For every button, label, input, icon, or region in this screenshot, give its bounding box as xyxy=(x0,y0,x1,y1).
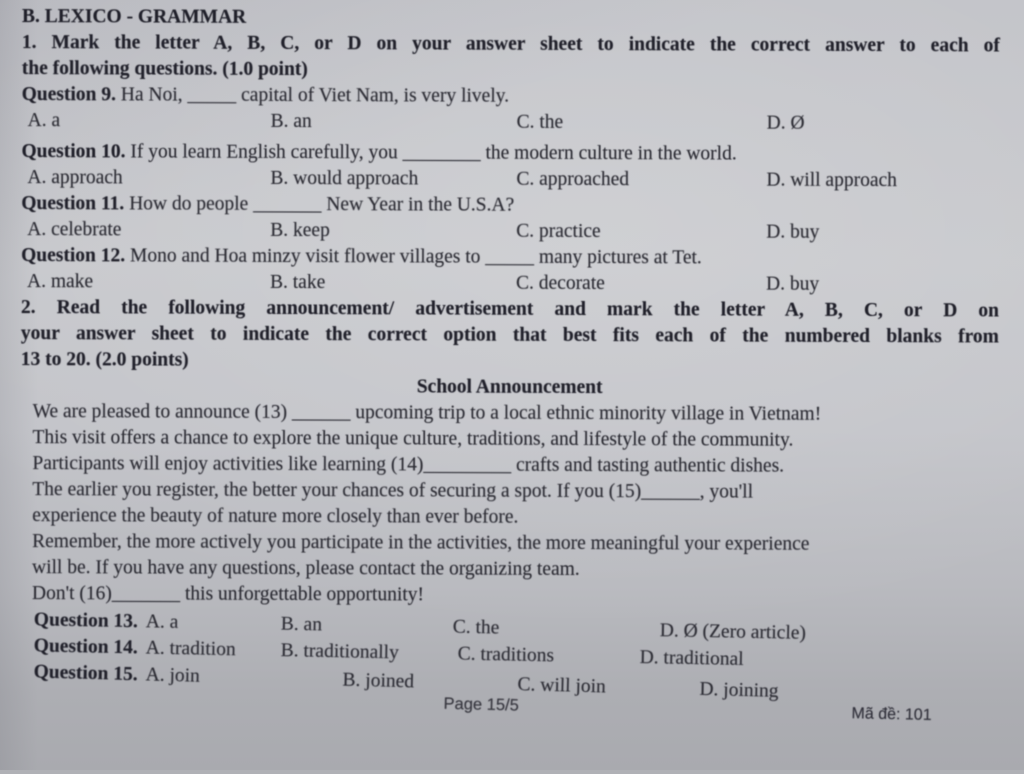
passage-line-7: will be. If you have any questions, please contact the organizing team. xyxy=(32,557,580,580)
question-13-option-d: D. Ø (Zero article) xyxy=(659,620,807,644)
question-15-option-a: A. join xyxy=(145,664,201,687)
question-14-option-c: C. traditions xyxy=(457,643,555,667)
question-15-option-c: C. will join xyxy=(517,674,607,698)
footer-page-number: Page 15/5 xyxy=(443,694,520,715)
question-10-label: Question 10. xyxy=(21,141,126,163)
question-11-option-c: C. practice xyxy=(516,220,601,243)
passage-title: School Announcement xyxy=(416,376,603,399)
question-12-label: Question 12. xyxy=(21,245,126,267)
part2-instruction-line-3: 13 to 20. (2.0 points) xyxy=(20,349,189,371)
question-13 xyxy=(34,607,179,636)
question-11-text: How do people _______ New Year in the U.S.A? xyxy=(124,193,515,216)
question-10-option-d: D. will approach xyxy=(766,169,897,192)
passage-line-3: Participants will enjoy activities like learning (14)_________ crafts and tasting authentic dishes. xyxy=(32,453,785,477)
part1-instruction-line-1: 1. Mark the letter A, B, C, or D on your answer sheet to indicate the correct answer to each of xyxy=(21,32,1000,57)
question-10-text: If you learn English carefully, you ________ the modern culture in the world. xyxy=(125,141,737,165)
question-11-option-b: B. keep xyxy=(270,219,330,242)
question-14 xyxy=(34,633,236,663)
passage-line-1: We are pleased to announce (13) ______ upcoming trip to a local ethnic minority village in Vietnam! xyxy=(32,401,822,425)
question-11 xyxy=(21,191,999,220)
question-10-options xyxy=(21,165,999,194)
question-12-option-c: C. decorate xyxy=(516,272,605,295)
question-9-label: Question 9. xyxy=(21,84,117,106)
section-title: B. LEXICO - GRAMMAR xyxy=(21,6,247,28)
question-12 xyxy=(21,243,999,272)
passage-line-4: The earlier you register, the better your chances of securing a spot. If you (15)______, you'll xyxy=(32,479,754,503)
passage-line-6: Remember, the more actively you participate in the activities, the more meaningful your experience xyxy=(32,531,810,555)
question-12-options xyxy=(21,269,999,298)
question-10-option-b: B. would approach xyxy=(270,167,419,190)
question-9-option-b: B. an xyxy=(270,110,312,133)
question-13-label: Question 13. xyxy=(33,609,139,633)
footer-exam-code: Mã đề: 101 xyxy=(851,705,932,724)
question-12-text: Mono and Hoa minzy visit flower villages to _____ many pictures at Tet. xyxy=(125,245,702,269)
question-14-option-b: B. traditionally xyxy=(280,640,399,664)
question-9-text: Ha Noi, _____ capital of Viet Nam, is very lively. xyxy=(115,84,510,107)
question-9-option-a: A. a xyxy=(27,110,61,132)
question-15 xyxy=(33,659,200,689)
passage-line-5: experience the beauty of nature more closely than ever before. xyxy=(32,505,519,528)
question-11-label: Question 11. xyxy=(21,193,125,215)
question-9-option-c: C. the xyxy=(516,111,564,133)
part1-instruction-line-2: the following questions. (1.0 point) xyxy=(21,58,308,81)
question-13-option-a: A. a xyxy=(145,611,179,633)
part2-instruction-line-1: 2. Read the following announcement/ advertisement and mark the letter A, B, C, or D on xyxy=(20,297,999,322)
question-9-option-d: D. Ø xyxy=(766,112,805,134)
question-10-option-c: C. approached xyxy=(516,168,630,191)
question-10-option-a: A. approach xyxy=(27,167,123,189)
question-11-option-a: A. celebrate xyxy=(27,219,122,241)
question-15-label: Question 15. xyxy=(33,661,138,686)
question-13-option-c: C. the xyxy=(452,616,500,639)
part2-instruction-line-2: your answer sheet to indicate the correct option that best fits each of the numbered blanks from xyxy=(20,323,999,348)
passage-line-2: This visit offers a chance to explore the unique culture, traditions, and lifestyle of the community. xyxy=(32,427,794,451)
question-15-option-b: B. joined xyxy=(342,669,415,693)
question-9-options xyxy=(22,108,1000,137)
question-11-option-d: D. buy xyxy=(766,221,820,243)
question-12-option-b: B. take xyxy=(270,271,326,294)
question-14-option-a: A. tradition xyxy=(145,637,236,661)
question-14-label: Question 14. xyxy=(33,635,138,659)
question-9 xyxy=(22,82,1000,111)
question-12-option-a: A. make xyxy=(27,271,94,293)
question-12-option-d: D. buy xyxy=(766,273,820,295)
question-15-option-d: D. joining xyxy=(699,678,779,702)
question-14-option-d: D. traditional xyxy=(639,646,744,670)
question-10 xyxy=(21,139,999,168)
question-11-options xyxy=(21,217,999,246)
question-13-option-b: B. an xyxy=(280,613,323,636)
passage-line-8: Don't (16)_______ this unforgettable opportunity! xyxy=(31,583,425,606)
